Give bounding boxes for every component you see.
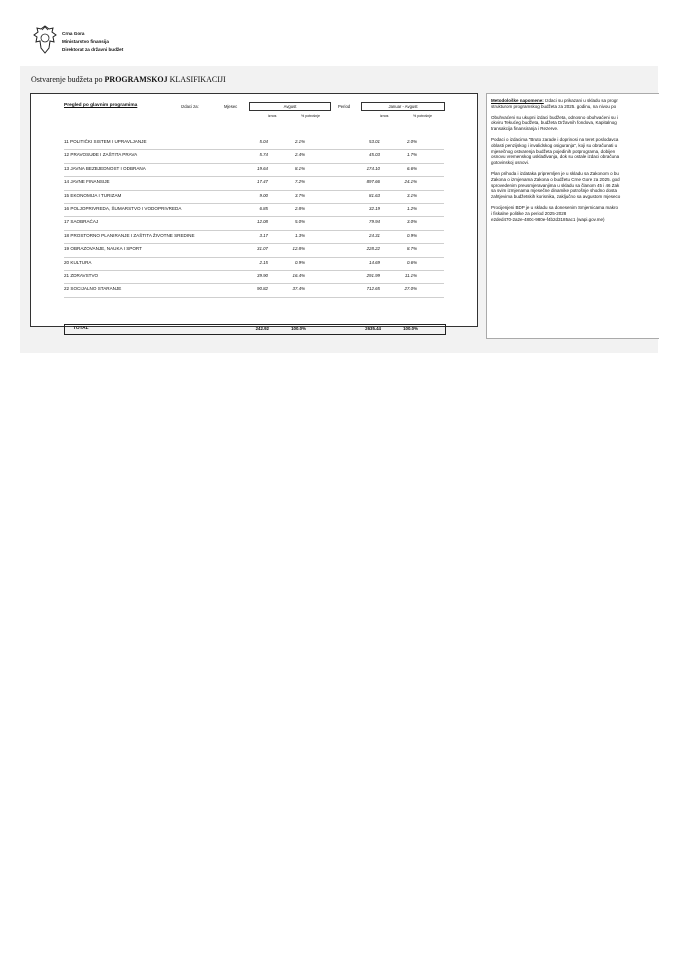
row-program-name: 22 SOCIJALNO STARANJE xyxy=(64,286,122,292)
row-month-pct: 0.9% xyxy=(294,259,305,265)
row-period-pct: 24.1% xyxy=(404,179,417,185)
row-program-name: 13 JAVNA BEZBJEDNOST I ODBRANA xyxy=(64,165,146,171)
row-month-amount: 5.04 xyxy=(259,139,268,144)
row-month-pct: 7.2% xyxy=(294,179,305,185)
table-row xyxy=(64,149,444,163)
methodology-notes xyxy=(486,93,659,339)
mjesec-selector[interactable]: Avgust xyxy=(249,102,331,111)
row-period-pct: 0.6% xyxy=(406,259,417,265)
row-period-amount: 712.65 xyxy=(366,286,380,292)
row-period-amount: 45.03 xyxy=(369,152,380,158)
row-period-amount: 32.19 xyxy=(369,206,380,211)
table-row xyxy=(64,270,444,284)
note-text: transakcija finansiranja i Rezerve. xyxy=(491,126,559,132)
note-line xyxy=(487,217,659,223)
row-program-name: 14 JAVNE FINANSIJE xyxy=(64,179,110,185)
row-month-amount: 3.17 xyxy=(259,232,268,238)
row-program-name: 16 POLJOPRIVREDA, ŠUMARSTVO I VODOPRIVREDA xyxy=(64,206,182,211)
org-line: Ministarstvo finansija xyxy=(62,39,109,44)
note-text: strukturom programskog budžeta za 2025. godinu, na nivou po xyxy=(491,103,617,109)
note-text: oblasti penzijskog i invalidskog osiguranja", koji su obračunati u xyxy=(491,142,618,148)
org-line: Crna Gora xyxy=(62,31,85,36)
row-period-amount: 14.69 xyxy=(369,259,380,265)
col-header-pct: % potrošnje xyxy=(301,114,320,118)
row-period-amount: 79.94 xyxy=(369,219,380,225)
note-line xyxy=(487,194,659,200)
table-row xyxy=(64,136,444,150)
table-row xyxy=(64,190,444,204)
row-period-pct: 6.6% xyxy=(406,165,417,171)
note-text: Plan prihoda i izdataka pripremljen je u skladu sa Zakonom o bu xyxy=(491,170,619,176)
total-period-pct: 100.0% xyxy=(403,326,418,331)
row-month-pct: 2.1% xyxy=(294,139,305,144)
row-period-amount: 897.66 xyxy=(366,179,380,185)
note-text: okviru Tekućeg budžeta, budžeta Državnih fondova, Kapitalnog xyxy=(491,120,617,126)
organization-name xyxy=(62,30,123,54)
row-month-amount: 12.08 xyxy=(257,219,268,225)
row-program-name: 18 PROSTORNO PLANIRANJE I ZAŠTITA ŽIVOTNE SREDINE xyxy=(64,232,195,238)
note-text: Izdaci su prikazani u skladu sa progr xyxy=(545,98,618,103)
row-period-pct: 3.0% xyxy=(406,219,417,225)
note-text: e2ded470-2a2e-480c-980e-f4b2d3185ac1 (wapi.gov.me) xyxy=(491,216,605,222)
row-period-amount: 291.99 xyxy=(366,273,380,278)
table-row xyxy=(64,257,444,271)
row-period-pct: 3.1% xyxy=(406,192,417,198)
row-period-pct: 27.0% xyxy=(404,286,417,292)
total-row xyxy=(64,324,446,335)
row-program-name: 15 EKONOMIJA I TURIZAM xyxy=(64,192,122,198)
row-period-pct: 1.7% xyxy=(406,152,417,158)
note-text: osnovu vremenskog usklađivanja, dok su ostale izdaci obračuna xyxy=(491,154,620,160)
title-suffix: KLASIFIKACIJI xyxy=(169,75,226,84)
table-row xyxy=(64,243,444,257)
row-month-amount: 19.64 xyxy=(257,165,268,171)
note-text: gotovinskoj osnovi. xyxy=(491,160,530,166)
note-text: sprovedenim preusmjeravanjima u skladu sa članom 45 i 46 Zak xyxy=(491,182,620,188)
total-month-pct: 100.0% xyxy=(291,326,306,331)
row-program-name: 20 KULTURA xyxy=(64,259,92,265)
note-line xyxy=(487,160,659,166)
row-month-amount: 17.47 xyxy=(257,179,268,185)
row-month-amount: 31.07 xyxy=(257,246,268,252)
org-line: Direktorat za državni budžet xyxy=(62,47,124,52)
table-row xyxy=(64,203,444,217)
title-prefix: Ostvarenje budžeta po xyxy=(31,75,103,84)
notes-body xyxy=(487,94,659,222)
note-line xyxy=(487,104,659,110)
row-period-amount: 228.22 xyxy=(366,246,380,252)
row-month-amount: 90.82 xyxy=(257,286,268,292)
note-text: mjesečnog ostvarenja budžeta pojedinih potprograma, dobijen xyxy=(491,148,616,154)
note-text: i fiskalne politike za period 2025-2028 xyxy=(491,210,567,216)
total-period-amount: 2635.44 xyxy=(365,326,381,331)
row-month-pct: 12.8% xyxy=(292,246,305,252)
row-period-pct: 0.9% xyxy=(406,232,417,238)
total-label: TOTAL xyxy=(73,326,89,331)
row-period-pct: 11.1% xyxy=(404,273,417,278)
table-row xyxy=(64,163,444,177)
note-line xyxy=(487,126,659,132)
row-month-pct: 37.4% xyxy=(292,286,305,292)
row-month-pct: 2.4% xyxy=(294,152,305,158)
total-month-amount: 242.92 xyxy=(255,326,269,331)
table-heading: Pregled po glavnim programima xyxy=(64,103,138,108)
col-header-iznos: iznos xyxy=(380,114,389,118)
note-text: zahtjevima budžetskih korisnika, zaključno sa avgustom mjeseco xyxy=(491,194,621,200)
izdaci-label: Izdaci za: xyxy=(181,104,199,109)
table-row xyxy=(64,176,444,190)
row-month-amount: 9.00 xyxy=(259,192,268,198)
row-program-name: 12 PRAVOSUĐE I ZAŠTITA PRAVA xyxy=(64,152,138,158)
table-row xyxy=(64,283,444,297)
program-table xyxy=(30,93,478,331)
row-month-amount: 5.74 xyxy=(259,152,268,158)
row-program-name: 19 OBRAZOVANJE, NAUKA I SPORT xyxy=(64,246,142,252)
col-header-iznos: iznos xyxy=(268,114,277,118)
row-month-pct: 8.1% xyxy=(294,165,305,171)
row-month-pct: 2.8% xyxy=(294,206,305,211)
row-program-name: 17 SAOBRAĆAJ xyxy=(64,219,99,225)
note-text: sa svim izmjenama mjesečne dinamike potrošnje shodno dosta xyxy=(491,188,618,194)
row-period-amount: 81.63 xyxy=(369,192,380,198)
row-program-name: 21 ZDRAVSTVO xyxy=(64,273,99,278)
note-text: Zakona o izmjenama Zakona o budžetu Crne Gore za 2025. god xyxy=(491,176,620,182)
period-label: Period xyxy=(338,104,351,109)
title-bold: PROGRAMSKOJ xyxy=(104,75,168,84)
mjesec-label: Mjesec xyxy=(224,104,238,109)
row-month-amount: 6.85 xyxy=(259,206,268,211)
coat-of-arms-icon xyxy=(32,24,58,56)
row-month-pct: 5.0% xyxy=(294,219,305,225)
row-month-pct: 16.4% xyxy=(292,273,305,278)
report-panel xyxy=(20,66,658,353)
note-text: Podaci o izdacima "Bruto zarade i doprinosi na teret poslodavca xyxy=(491,136,619,142)
row-program-name: 11 POLITIČKI SISTEM I UPRAVLJANJE xyxy=(64,139,147,144)
notes-heading: Metodološke napomene: xyxy=(491,98,544,103)
report-title xyxy=(31,75,226,84)
row-period-amount: 24.31 xyxy=(369,232,380,238)
row-period-amount: 174.10 xyxy=(366,165,380,171)
row-month-amount: 2.15 xyxy=(259,259,268,265)
note-text: Obuhvaćeni su ukupni izdaci budžeta, odnosno obuhvaćeni su i xyxy=(491,114,618,120)
row-period-amount: 53.01 xyxy=(369,139,380,144)
row-period-pct: 1.2% xyxy=(406,206,417,211)
table-row xyxy=(64,216,444,230)
period-selector[interactable]: Januar - Avgust xyxy=(361,102,445,111)
note-text: Procijenjeni BDP je u skladu sa donesenim Smjernicama makro xyxy=(491,204,618,210)
col-header-pct: % potrošnje xyxy=(413,114,432,118)
row-period-pct: 2.0% xyxy=(406,139,417,144)
row-month-amount: 39.90 xyxy=(257,273,268,278)
row-period-pct: 8.7% xyxy=(406,246,417,252)
table-row xyxy=(64,230,444,244)
row-month-pct: 1.3% xyxy=(294,232,305,238)
row-month-pct: 3.7% xyxy=(294,192,305,198)
